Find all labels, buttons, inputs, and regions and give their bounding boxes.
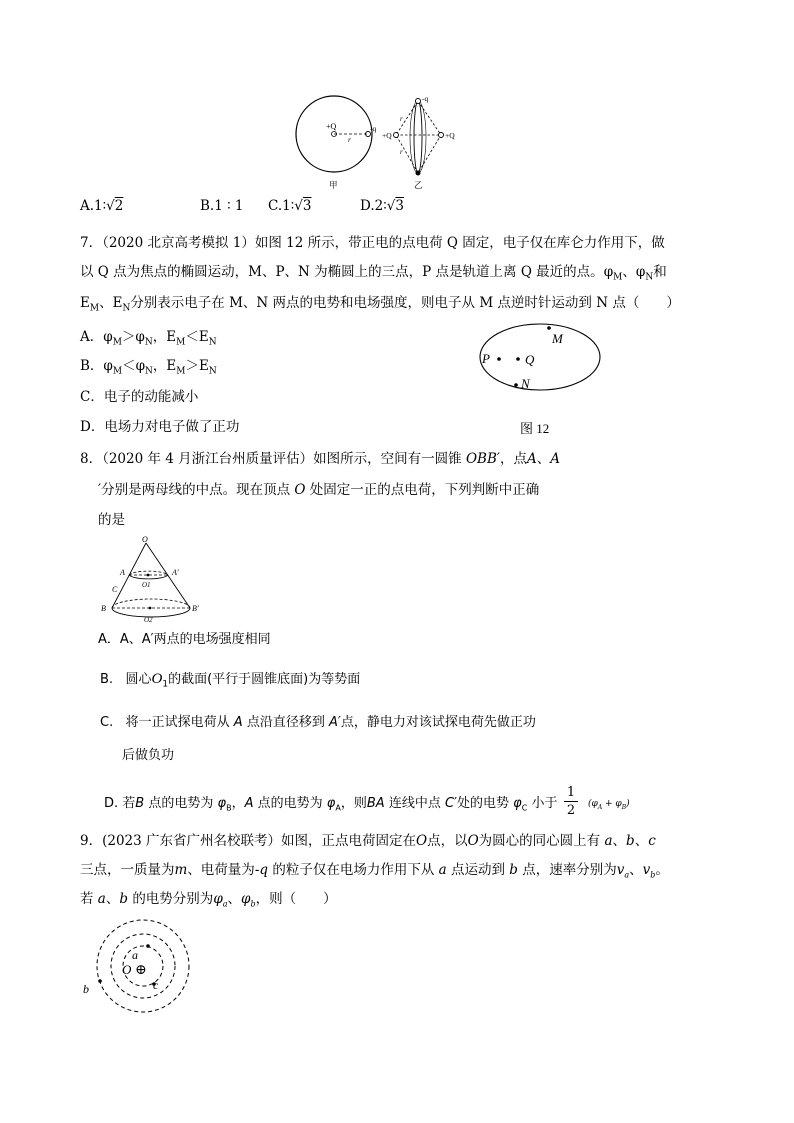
- q7-line-2: 以 Q 点为焦点的椭圆运动，M、P、N 为椭圆上的三点，P 点是轨道上离 Q 最近的点。$\varphi_M$、$\varphi_N$和: [80, 264, 667, 283]
- q8-option-c-continued: 后做负功: [122, 748, 175, 763]
- circle-label-o: O: [122, 962, 132, 977]
- jia-q-label: -q: [370, 124, 377, 133]
- jia-center-label: +Q: [326, 122, 337, 131]
- figure-charges: [290, 95, 470, 195]
- q7-option-a: A．$\varphi_M>\varphi_N$，$E_M<E_N$: [80, 329, 217, 348]
- yi-top-label: -q: [422, 94, 429, 103]
- q8-phi-sum: $(\varphi_A + \varphi_B)$: [588, 799, 630, 811]
- q7-option-c: C．电子的动能减小: [80, 389, 199, 405]
- cone-label-a: A: [120, 568, 125, 577]
- q6-option-a: A.1∶√2: [80, 198, 124, 214]
- plus-charge-icon: ⊕: [135, 963, 147, 978]
- q6-option-c: C.1∶√3: [268, 198, 312, 214]
- q7-line-3: $E_M$、$E_N$分别表示电子在 M、N 两点的电势和电场强度，则电子从 M 点逆时针运动到 N 点（ ）: [80, 295, 680, 314]
- fraction-numerator: 1: [564, 786, 578, 802]
- ellipse-label-n: N: [521, 376, 530, 391]
- jia-caption: 甲: [329, 180, 338, 190]
- q8-option-a: A．A、A′两点的电场强度相同: [98, 632, 271, 647]
- q8-option-c: C. 将一正试探电荷从 A 点沿直径移到 A′点，静电力对该试探电荷先做正功: [100, 715, 536, 730]
- cone-label-o: O: [142, 535, 148, 544]
- fraction-denominator: 2: [566, 803, 576, 818]
- cone-label-a-prime: A′: [172, 568, 179, 577]
- q9-line-1: 9．(2023 广东省广州名校联考）如图，正点电荷固定在O点，以O为圆心的同心圆上有 a、b、c: [80, 833, 656, 849]
- q7-option-d: D．电场力对电子做了正功: [80, 419, 240, 435]
- cone-label-b-prime: B′: [192, 604, 199, 613]
- q8-option-b: B. 圆心$O_1$的截面(平行于圆锥底面)为等势面: [100, 671, 361, 690]
- q8-option-d: D. 若B 点的电势为 $\varphi_B$，A 点的电势为 $\varphi_A$，则BA 连线中点 C′处的电势 $\varphi_C$ 小于: [104, 796, 558, 813]
- q9-line-3: 若 a、b 的电势分别为$\varphi_a$、$\varphi_b$，则（ ）: [80, 891, 337, 909]
- cone-label-c: C: [112, 585, 118, 594]
- ellipse-label-m: M: [552, 331, 563, 346]
- circle-label-a: a: [132, 948, 138, 962]
- q7-line-1: 7．（2020 北京高考模拟 1）如图 12 所示，带正电的点电荷 Q 固定，电子仅在库仑力作用下，做: [80, 235, 665, 251]
- circle-label-b: b: [83, 982, 89, 996]
- cone-label-b: B: [101, 604, 106, 613]
- ellipse-label-p: P: [482, 351, 490, 366]
- yi-r-top: r: [400, 115, 403, 123]
- q8-line-3: 的是: [98, 512, 125, 528]
- yi-r-bottom: r: [400, 148, 403, 156]
- q9-line-2: 三点，一质量为m、电荷量为-q 的粒子仅在电场力作用下从 a 点运动到 b 点，速率分别为$v_a$、$v_b$。: [80, 862, 669, 880]
- jia-r-label: r: [348, 135, 351, 144]
- ellipse-label-q: Q: [525, 352, 535, 367]
- q7-option-b: B．$\varphi_M<\varphi_N$，$E_M>E_N$: [80, 358, 217, 377]
- figure-12-ellipse: [478, 322, 608, 438]
- q6-option-b: B.1 ∶ 1: [200, 198, 244, 214]
- cone-label-o1: O1: [142, 581, 151, 589]
- circle-label-c: c: [153, 978, 159, 992]
- figure-concentric-circles: [80, 918, 200, 1018]
- q8-fraction: [564, 786, 578, 817]
- yi-right-label: +Q: [445, 131, 455, 140]
- q8-line-2: ′分别是两母线的中点。现在顶点 O 处固定一正的点电荷，下列判断中正确: [98, 482, 540, 498]
- q8-line-1: 8．（2020 年 4 月浙江台州质量评估）如图所示，空间有一圆锥 OBB′，点A、A: [80, 451, 560, 467]
- q6-option-d: D.2∶√3: [360, 198, 404, 214]
- yi-caption: 乙: [414, 180, 423, 190]
- figure-cone: [100, 533, 210, 628]
- yi-left-label: +Q: [382, 131, 392, 140]
- cone-label-o2: O2: [144, 616, 153, 624]
- figure-12-caption: 图 12: [520, 421, 550, 436]
